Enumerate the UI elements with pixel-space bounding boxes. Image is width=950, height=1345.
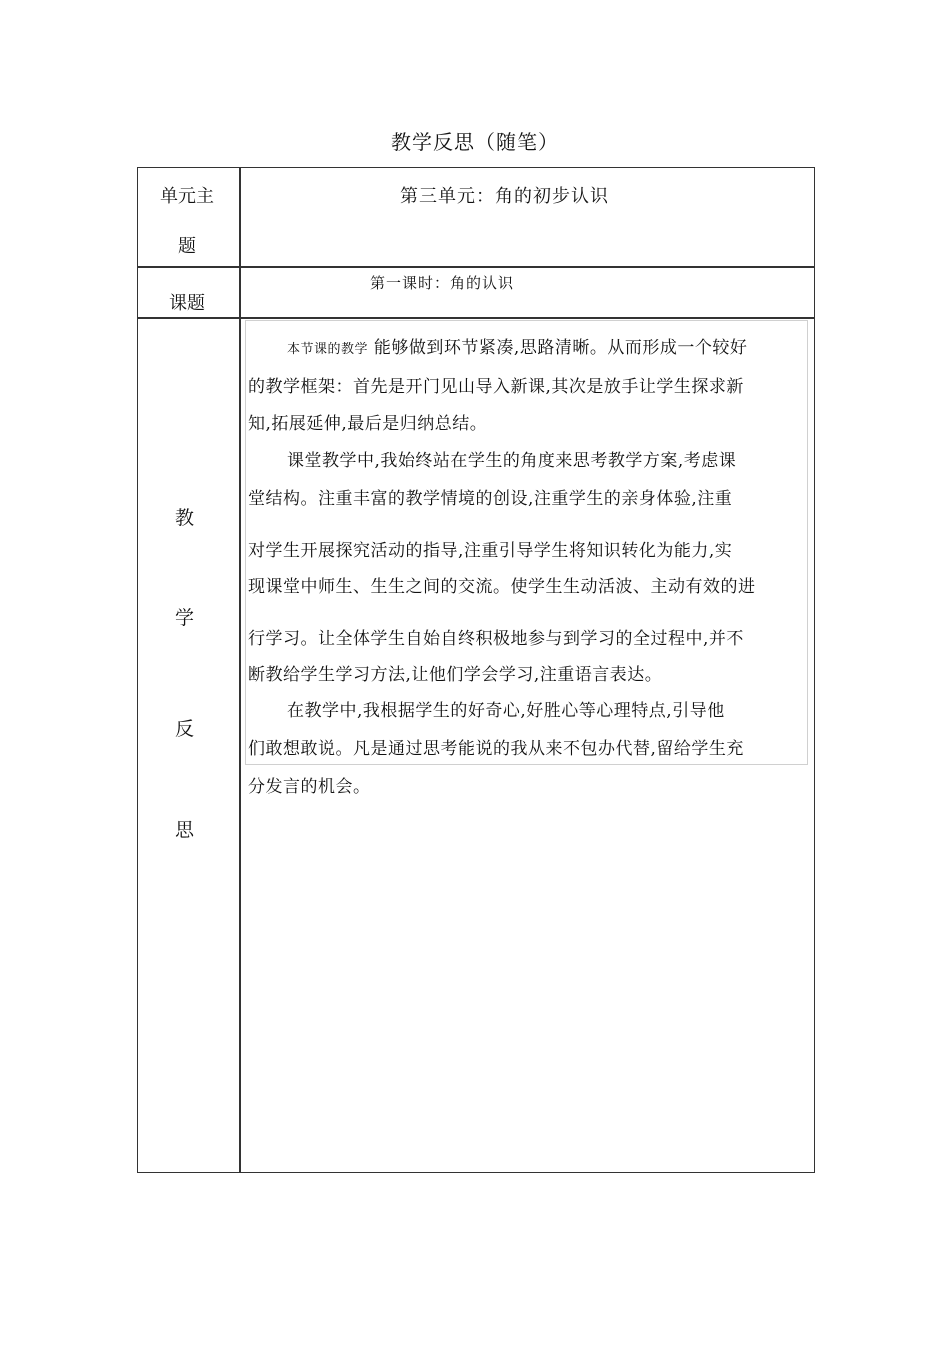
reflection-label-char-3: 反 — [175, 718, 195, 740]
reflection-line — [287, 333, 747, 358]
unit-value: 第三单元：角的初步认识 — [400, 186, 609, 207]
page-title: 教学反思（随笔） — [391, 130, 559, 154]
reflection-line: 分发言的机会。 — [248, 777, 371, 797]
reflection-line: 断教给学生学习方法,让他们学会学习,注重语言表达。 — [248, 665, 663, 685]
reflection-label-char-1: 教 — [175, 507, 195, 529]
row-divider-unit — [137, 266, 815, 268]
reflection-line-rest: 能够做到环节紧凑,思路清晰。从而形成一个较好 — [373, 338, 748, 358]
reflection-label-char-4: 思 — [175, 819, 195, 841]
reflection-line-small: 本节课的教学 — [287, 342, 369, 357]
unit-label-line1: 单元主 — [160, 186, 214, 207]
reflection-line: 们敢想敢说。凡是通过思考能说的我从来不包办代替,留给学生充 — [248, 739, 744, 759]
lesson-value: 第一课时：角的认识 — [370, 274, 515, 292]
reflection-line: 的教学框架：首先是开门见山导入新课,其次是放手让学生探求新 — [248, 377, 744, 397]
reflection-line: 现课堂中师生、生生之间的交流。使学生生动活波、主动有效的进 — [248, 577, 756, 597]
unit-label-line2: 题 — [178, 236, 196, 257]
row-divider-lesson — [137, 317, 815, 319]
reflection-line: 课堂教学中,我始终站在学生的角度来思考教学方案,考虑课 — [287, 451, 737, 471]
reflection-line: 在教学中,我根据学生的好奇心,好胜心等心理特点,引导他 — [287, 701, 725, 721]
reflection-label-char-2: 学 — [175, 607, 195, 629]
reflection-line: 堂结构。注重丰富的教学情境的创设,注重学生的亲身体验,注重 — [248, 489, 733, 509]
lesson-label: 课题 — [169, 293, 205, 314]
reflection-line: 对学生开展探究活动的指导,注重引导学生将知识转化为能力,实 — [248, 541, 733, 561]
reflection-line: 知,拓展延伸,最后是归纳总结。 — [248, 414, 488, 434]
reflection-line: 行学习。让全体学生自始自终积极地参与到学习的全过程中,并不 — [248, 629, 744, 649]
